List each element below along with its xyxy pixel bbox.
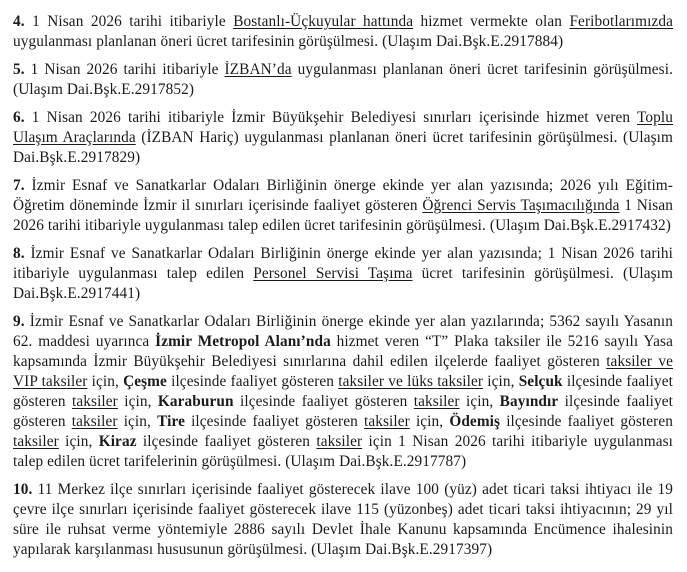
agenda-item-5	[13, 60, 673, 100]
text-run: 1 Nisan 2026 tarihi itibariyle uygulanması talep edilen ücret tarifesinin görüşülmesi. (Ulaşım Dai.Bşk.E.2917432)	[13, 197, 673, 234]
agenda-item-9	[13, 312, 673, 472]
agenda-item-6	[13, 108, 673, 168]
agenda-item-8	[13, 244, 673, 304]
text-run: için,	[58, 433, 99, 450]
bold-term: Tire	[157, 413, 185, 430]
agenda-item-number: 7.	[13, 177, 32, 194]
text-run: 1 Nisan 2026 tarihi itibariyle	[30, 61, 225, 78]
text-run: ilçesinde faaliyet gösteren	[13, 373, 673, 410]
agenda-item-number: 6.	[13, 109, 32, 126]
agenda-item-7	[13, 176, 673, 236]
text-run: için 1 Nisan 2026 tarihi itibariyle uygulanması talep edilen ücret tarifelerinin görüşülmesi. (Ulaşım Dai.Bşk.E.2917787)	[13, 433, 673, 470]
underlined-term: taksiler	[316, 433, 363, 450]
underlined-term: taksiler	[413, 393, 460, 410]
underlined-term: Feribotlarımızda	[569, 13, 673, 30]
underlined-term: taksiler ve VIP taksiler	[13, 353, 674, 390]
text-run: ilçesinde faaliyet gösteren	[500, 413, 673, 430]
text-run: ilçesinde faaliyet gösteren	[166, 373, 339, 390]
agenda-item-number: 10.	[13, 481, 38, 498]
agenda-item-10	[13, 480, 673, 560]
text-run: İzmir Esnaf ve Sanatkarlar Odaları Birliğinin önerge ekinde yer alan yazısında; 1 Nisan 2026 tarihi itibariyle uygulanması talep edilen	[13, 245, 673, 282]
text-run: (İZBAN Hariç) uygulanması planlanan öneri ücret tarifesinin görüşülmesi. (Ulaşım Dai.Bşk.E.2917829)	[13, 129, 673, 166]
bold-term: Kiraz	[98, 433, 137, 450]
text-run: ilçesinde faaliyet gösteren	[136, 433, 317, 450]
text-run: 11 Merkez ilçe sınırları içerisinde faaliyet gösterecek ilave 100 (yüz) adet ticari taksi ihtiyacı ile 19 çevre ilçe sınırları içerisinde faaliyet gösterecek ilave 115 (yüzonbeş) adet ticari taksi ihtiyacının; 29 yıl süre ile ruhsat verme yöntemiyle 2886 sayılı Devlet İhale Kanunu kapsamında Encümence ihalesinin yapılarak karşılanması hususunun görüşülmesi. (Ulaşım Dai.Bşk.E.2917397)	[13, 481, 673, 558]
underlined-term: İZBAN’da	[224, 61, 292, 78]
underlined-term: taksiler	[72, 393, 118, 410]
agenda-item-number: 5.	[13, 61, 31, 78]
agenda-items	[13, 12, 673, 560]
bold-term: İzmir Metropol Alanı’nda	[155, 333, 331, 350]
underlined-term: taksiler	[364, 413, 410, 430]
bold-term: Karaburun	[157, 393, 234, 410]
text-run: için,	[459, 393, 500, 410]
underlined-term: taksiler ve lüks taksiler	[338, 373, 484, 390]
underlined-term: Toplu Ulaşım Araçlarında	[13, 109, 673, 146]
text-run: 1 Nisan 2026 tarihi itibariyle	[32, 13, 234, 30]
text-run: ilçesinde faaliyet gösteren	[13, 393, 674, 430]
bold-term: Selçuk	[518, 373, 563, 390]
agenda-item-number: 4.	[13, 13, 33, 30]
text-run: uygulanması planlanan öneri ücret tarifesinin görüşülmesi. (Ulaşım Dai.Bşk.E.2917852)	[13, 61, 674, 98]
text-run: için,	[117, 393, 158, 410]
text-run: ilçesinde faaliyet gösteren	[184, 413, 364, 430]
underlined-term: taksiler	[13, 433, 59, 450]
bold-term: Bayındır	[499, 393, 559, 410]
text-run: hizmet veren “T” Plaka taksiler ile 5216 sayılı Yasa kapsamında İzmir Büyükşehir Belediyesi sınırlarına dahil edilen ilçelerde faaliyet gösteren	[13, 333, 673, 370]
text-run: 1 Nisan 2026 tarihi itibariyle İzmir Büyükşehir Belediyesi sınırları içerisinde hizmet veren	[31, 109, 637, 126]
text-run: İzmir Esnaf ve Sanatkarlar Odaları Birliğinin önerge ekinde yer alan yazısında; 2026 yılı Eğitim-Öğretim döneminde İzmir il sınırları içerisinde faaliyet gösteren	[13, 177, 673, 214]
text-run: İzmir Esnaf ve Sanatkarlar Odaları Birliğinin önerge ekinde yer alan yazılarında; 5362 sayılı Yasanın 62. maddesi uyarınca	[13, 313, 673, 350]
underlined-term: taksiler	[71, 413, 118, 430]
text-run: ücret tarifesinin görüşülmesi. (Ulaşım Dai.Bşk.E.2917441)	[13, 265, 673, 302]
agenda-item-number: 8.	[13, 245, 31, 262]
text-run: uygulanması planlanan öneri ücret tarifesinin görüşülmesi. (Ulaşım Dai.Bşk.E.2917884)	[13, 33, 564, 50]
text-run: hizmet vermekte olan	[413, 13, 570, 30]
underlined-term: Personel Servisi Taşıma	[253, 265, 413, 282]
underlined-term: Öğrenci Servis Taşımacılığında	[422, 197, 620, 214]
text-run: ilçesinde faaliyet gösteren	[233, 393, 414, 410]
agenda-item-4	[13, 12, 673, 52]
agenda-item-number: 9.	[13, 313, 30, 330]
text-run: için,	[409, 413, 450, 430]
text-run: için,	[483, 373, 519, 390]
text-run: için,	[117, 413, 158, 430]
underlined-term: Bostanlı-Üçkuyular hattında	[233, 13, 414, 30]
text-run: için,	[87, 373, 124, 390]
bold-term: Çeşme	[123, 373, 167, 390]
bold-term: Ödemiş	[449, 413, 501, 430]
